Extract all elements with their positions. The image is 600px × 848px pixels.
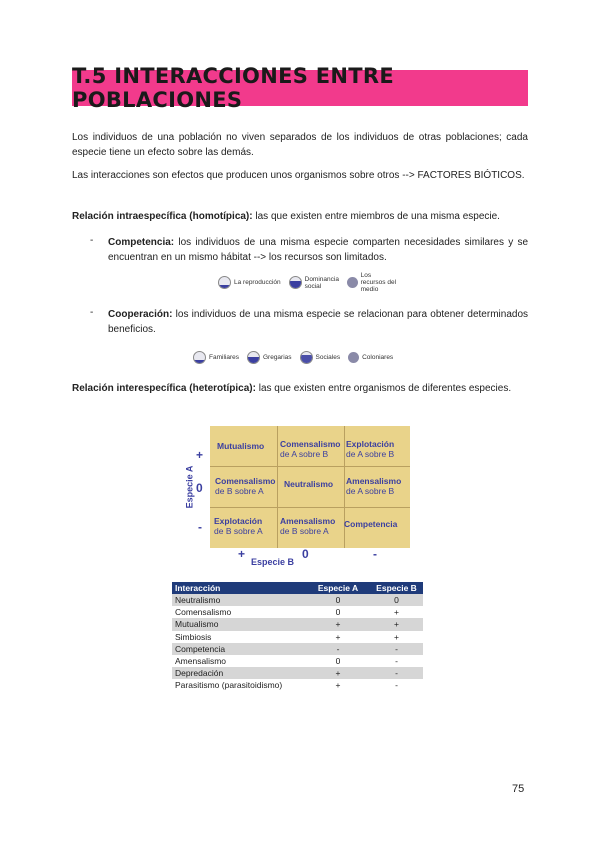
legend-item: Familiares	[193, 351, 239, 364]
cooperacion-legend	[193, 351, 401, 364]
legend-item: Gregarias	[247, 351, 292, 364]
column-header: Interacción	[172, 582, 306, 594]
x-tick: +	[238, 547, 246, 561]
table-header-row	[172, 582, 423, 594]
cooperacion-label: Cooperación:	[108, 309, 173, 320]
legend-item: Dominancia social	[289, 276, 339, 290]
x-axis-label: Especie B	[251, 557, 295, 567]
competencia-text: los individuos de una misma especie comparten necesidades similares y se encuentran en un mismo hábitat --> los recursos son limitados.	[108, 237, 528, 263]
bullet-dash: -	[90, 307, 94, 318]
table-row: Depredación + -	[172, 667, 423, 679]
table-row: Simbiosis + +	[172, 631, 423, 643]
intraspecific-text: las que existen entre miembros de una misma especie.	[255, 211, 500, 222]
interaction-matrix	[210, 426, 410, 548]
page-title-banner	[72, 64, 528, 112]
circle-icon	[300, 351, 313, 364]
table-row: Neutralismo 0 0	[172, 594, 423, 606]
table-row: Parasitismo (parasitoidismo) + -	[172, 679, 423, 691]
column-header: Especie B	[370, 582, 423, 594]
matrix-cell: Amensalismo de A sobre B	[346, 476, 402, 496]
circle-icon	[218, 276, 231, 289]
table-row: Amensalismo 0 -	[172, 655, 423, 667]
matrix-cell: Explotación de A sobre B	[346, 439, 395, 459]
biotic-factors-paragraph: Las interacciones son efectos que producen unos organismos sobre otros --> FACTORES BIÓTICOS.	[72, 170, 525, 181]
legend-item: La reproducción	[218, 276, 281, 289]
page-title: T.5 INTERACCIONES ENTRE POBLACIONES	[72, 64, 395, 112]
circle-icon	[347, 277, 358, 288]
column-header: Especie A	[306, 582, 370, 594]
matrix-cell: Neutralismo	[284, 479, 334, 489]
intro-paragraph: Los individuos de una población no viven separados de los individuos de otras poblaciones; cada especie tiene un efecto sobre las demás.	[72, 132, 528, 158]
table-row: Competencia - -	[172, 643, 423, 655]
competencia-label: Competencia:	[108, 237, 175, 248]
interspecific-label: Relación interespecífica (heterotípica):	[72, 383, 256, 394]
cooperacion-text: los individuos de una misma especie se relacionan para obtener determinados beneficios.	[108, 309, 529, 335]
y-tick: 0	[196, 481, 203, 495]
y-axis-label: Especie A	[184, 465, 195, 509]
intraspecific-label: Relación intraespecífica (homotípica):	[72, 211, 253, 222]
competencia-legend	[218, 272, 405, 293]
competencia-paragraph	[108, 235, 528, 265]
matrix-cell: Mutualismo	[217, 441, 265, 451]
matrix-cell: Amensalismo de B sobre A	[280, 516, 336, 536]
table-row: Comensalismo 0 +	[172, 606, 423, 618]
table-row: Mutualismo + +	[172, 618, 423, 630]
bullet-dash: -	[90, 235, 94, 246]
legend-item: Coloniares	[348, 352, 393, 363]
matrix-cell: Competencia	[344, 519, 398, 529]
cooperacion-paragraph	[108, 307, 528, 337]
legend-item: Sociales	[300, 351, 341, 364]
matrix-cell: Comensalismo de A sobre B	[280, 439, 341, 459]
circle-icon	[193, 351, 206, 364]
page-number: 75	[512, 783, 525, 795]
x-tick: -	[373, 547, 377, 561]
interspecific-paragraph	[72, 381, 528, 396]
y-tick: +	[196, 448, 204, 462]
y-tick: -	[198, 520, 202, 534]
circle-icon	[247, 351, 260, 364]
matrix-cell: Comensalismo de B sobre A	[215, 476, 276, 496]
matrix-cell: Explotación de B sobre A	[214, 516, 263, 536]
x-tick: 0	[302, 547, 309, 561]
interaction-table	[172, 582, 423, 692]
interspecific-text: las que existen entre organismos de diferentes especies.	[258, 383, 512, 394]
intraspecific-paragraph	[72, 209, 528, 224]
circle-icon	[348, 352, 359, 363]
legend-item: Los recursos del medio	[347, 272, 397, 293]
circle-icon	[289, 276, 302, 289]
